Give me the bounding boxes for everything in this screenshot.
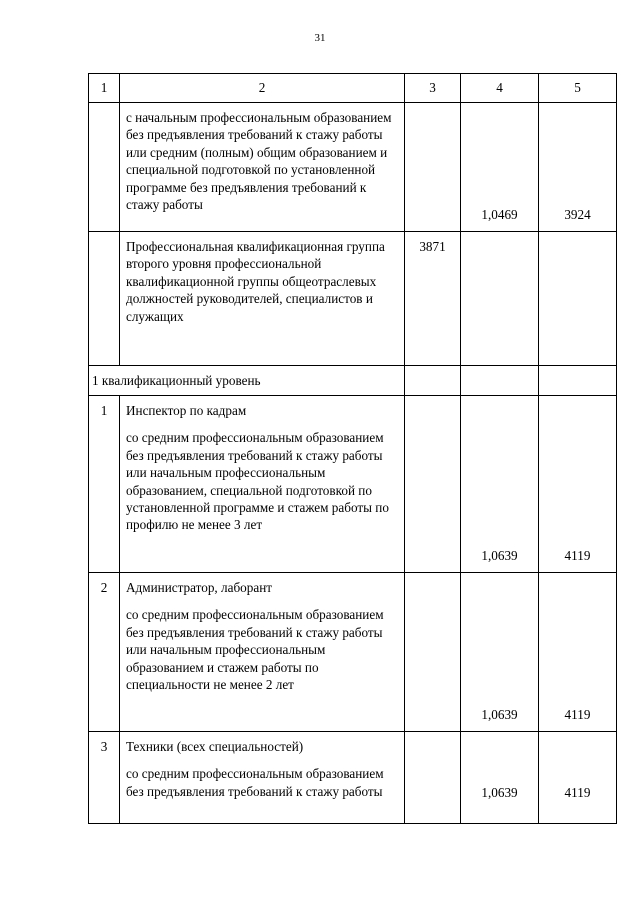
position-requirements: со средним профессиональным образованием без предъявления требований к стажу работы или начальным профессиональным образованием и стажем работы по специальности не менее 2 лет — [126, 607, 384, 693]
base-salary-cell — [405, 573, 461, 732]
table-header-row — [89, 74, 617, 103]
table-row — [89, 573, 617, 732]
position-title: Инспектор по кадрам — [126, 403, 247, 418]
header-cell-3: 3 — [405, 74, 461, 103]
row-number-cell: 1 — [89, 396, 120, 573]
salary-cell: 4119 — [539, 573, 617, 732]
header-cell-2: 2 — [120, 74, 405, 103]
salary-cell: 4119 — [539, 396, 617, 573]
coefficient-cell — [461, 232, 539, 366]
position-cell — [120, 732, 405, 824]
base-salary-cell: 3871 — [405, 232, 461, 366]
row-number-cell — [89, 103, 120, 232]
group-title-text: Профессиональная квалификационная группа второго уровня профессиональной квалификационной группы общеотраслевых должностей руководителей, специалистов и служащих — [126, 239, 385, 324]
salary-cell: 3924 — [539, 103, 617, 232]
header-cell-1: 1 — [89, 74, 120, 103]
base-salary-cell — [405, 396, 461, 573]
base-salary-cell — [405, 732, 461, 824]
empty-cell — [405, 366, 461, 396]
header-cell-5: 5 — [539, 74, 617, 103]
table-row — [89, 396, 617, 573]
position-title: Администратор, лаборант — [126, 580, 273, 595]
row-number-cell: 2 — [89, 573, 120, 732]
row-number-cell — [89, 232, 120, 366]
description-cell — [120, 103, 405, 232]
table-row — [89, 232, 617, 366]
salary-table — [88, 73, 617, 824]
header-cell-4: 4 — [461, 74, 539, 103]
salary-cell: 4119 — [539, 732, 617, 824]
position-title: Техники (всех специальностей) — [126, 739, 304, 754]
table-row — [89, 732, 617, 824]
empty-cell — [461, 366, 539, 396]
row-number-cell: 3 — [89, 732, 120, 824]
table-row — [89, 103, 617, 232]
description-text: с начальным профессиональным образованием без предъявления требований к стажу работы или средним (полным) общим образованием и специальной подготовкой по установленной программе без предъявления требований к стажу работы — [126, 110, 392, 213]
group-title-cell — [120, 232, 405, 366]
page-number: 31 — [314, 32, 326, 44]
qualification-level-row — [89, 366, 617, 396]
position-cell — [120, 396, 405, 573]
empty-cell — [539, 366, 617, 396]
position-requirements: со средним профессиональным образованием без предъявления требований к стажу работы или начальным профессиональным образованием, специальной подготовкой по установленной программе и стажем работы по профилю не менее 3 лет — [126, 430, 389, 533]
coefficient-cell: 1,0639 — [461, 396, 539, 573]
coefficient-cell: 1,0469 — [461, 103, 539, 232]
coefficient-cell: 1,0639 — [461, 732, 539, 824]
position-cell — [120, 573, 405, 732]
coefficient-cell: 1,0639 — [461, 573, 539, 732]
qualification-level-label: 1 квалификационный уровень — [89, 366, 405, 396]
salary-cell — [539, 232, 617, 366]
position-requirements: со средним профессиональным образованием без предъявления требований к стажу работы — [126, 766, 384, 799]
base-salary-cell — [405, 103, 461, 232]
